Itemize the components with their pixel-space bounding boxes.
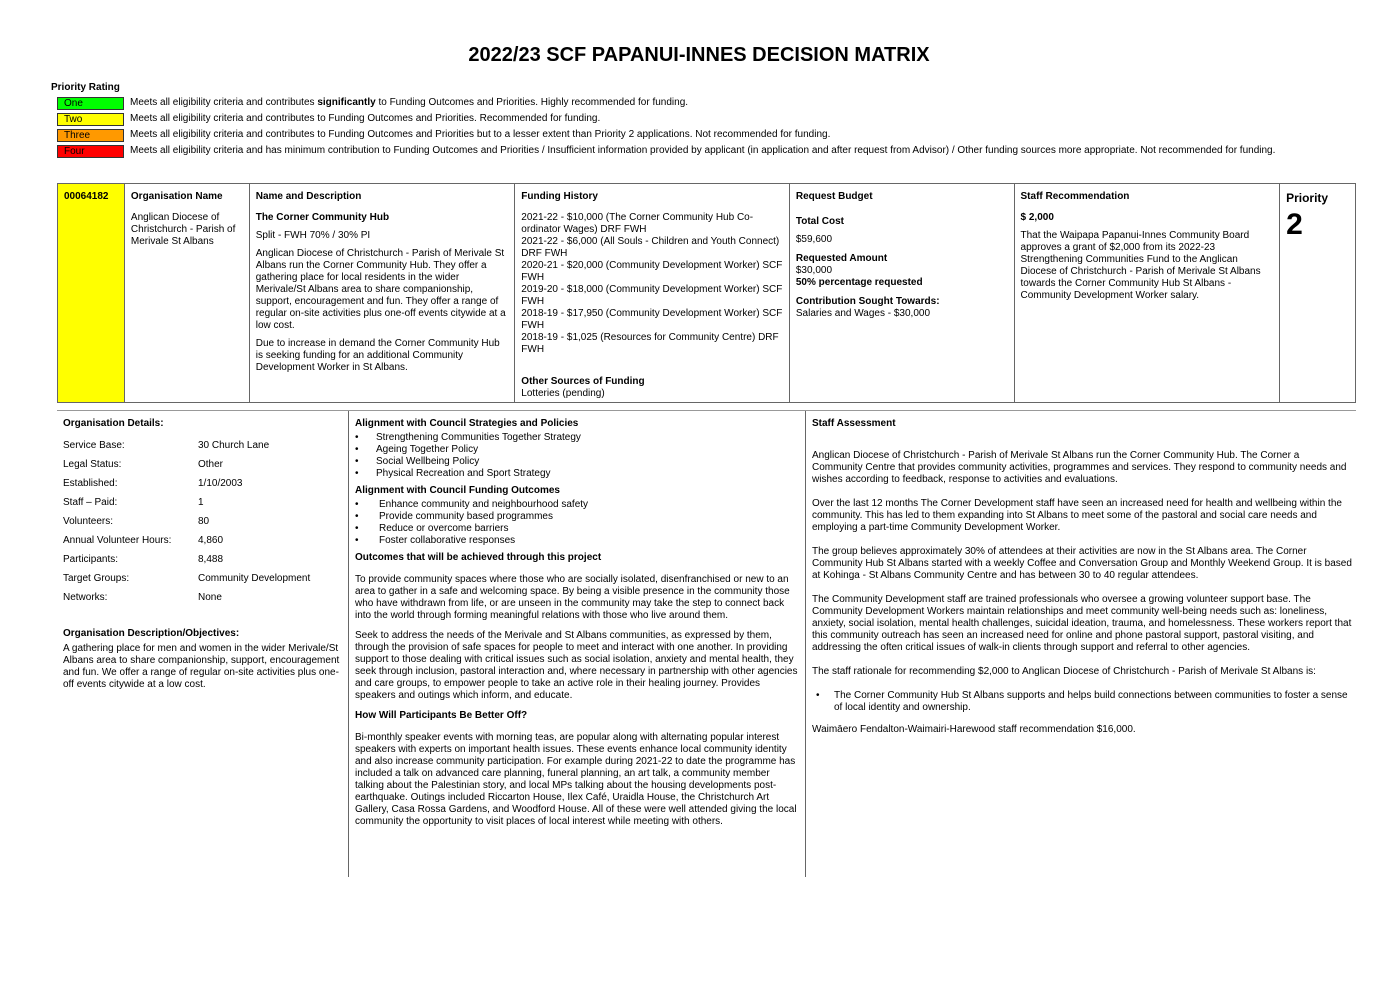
organisation-name-heading: Organisation Name <box>130 191 223 202</box>
organisation-name: Anglican Diocese of Christchurch - Parish of Merivale St Albans <box>130 212 236 247</box>
staff-recommendation-cell <box>1015 184 1281 402</box>
recommended-amount: $ 2,000 <box>1020 212 1054 223</box>
outcomes-heading: Alignment with Council Funding Outcomes <box>355 485 560 496</box>
priority-desc-three: Meets all eligibility criteria and contributes to Funding Outcomes and Priorities but to a lesser extent than Priority 2 applications. Not recommended for funding. <box>130 129 831 140</box>
contribution-sought: Salaries and Wages - $30,000 <box>795 308 931 319</box>
detail-row: Participants: 8,488 <box>63 554 224 565</box>
application-id: 00064182 <box>64 191 109 202</box>
priority-row-three <box>57 129 1347 142</box>
priority-row-four <box>57 145 1347 158</box>
assessment-paragraph: The staff rationale for recommending $2,000 to Anglican Diocese of Christchurch - Parish of Merivale St Albans is: <box>812 666 1316 677</box>
other-sources-heading: Other Sources of Funding <box>521 376 645 387</box>
name-description-cell <box>250 184 516 402</box>
funding-history-item: 2021-22 - $6,000 (All Souls - Children and Youth Connect) DRF FWH <box>521 236 780 259</box>
funding-history-item: 2018-19 - $17,950 (Community Development Worker) SCF FWH <box>521 308 783 331</box>
organisation-name-cell <box>125 184 250 402</box>
requested-amount: $30,000 <box>795 265 833 276</box>
staff-assessment-heading: Staff Assessment <box>812 418 896 429</box>
column-divider <box>805 411 806 877</box>
application-id-cell <box>58 184 125 402</box>
project-description: Anglican Diocese of Christchurch - Parish of Merivale St Albans run the Corner Community Hub. They offer a gathering place for local residents in the wider Merivale/St Albans area to share companionship, support, encouragement and fun. They offer a range of regular on-site activities plus one-off events citywide at a low cost. <box>255 248 506 331</box>
detail-row: Volunteers: 80 <box>63 516 210 527</box>
detail-row: Target Groups: Community Development <box>63 573 311 584</box>
requested-percentage: 50% percentage requested <box>795 277 923 288</box>
strategies-heading: Alignment with Council Strategies and Policies <box>355 418 579 429</box>
staff-recommendation-heading: Staff Recommendation <box>1020 191 1130 202</box>
project-funding-reason: Due to increase in demand the Corner Community Hub is seeking funding for an additional Community Development Worker in St Albans. <box>255 338 500 373</box>
priority-row-one <box>57 97 1347 110</box>
better-off-heading: How Will Participants Be Better Off? <box>355 710 528 721</box>
section-divider <box>57 410 1356 411</box>
other-sources: Lotteries (pending) <box>521 388 605 399</box>
funding-history-cell <box>515 184 790 402</box>
request-budget-heading: Request Budget <box>795 191 873 202</box>
better-off-text: Bi-monthly speaker events with morning teas, are popular along with alternating popular interest speakers with experts on important health issues. These events enhance local community identity and also increase community participation. For example during 2021-22 to date the programme has included a talk on advanced care planning, funeral planning, an art talk, a community member talking about the Palestinian story, and local MPs talking about the housing developments post-earthquake. Outings included Riccarton House, Ilex Café, Uraidla House, the Christchurch Art Gallery, Casa Rossa Gardens, and Woodford House. All of these were well attended giving the local community the opportunity to visit places of local interest while meeting with others. <box>355 732 797 827</box>
priority-value: 2 <box>1286 208 1303 241</box>
funding-split: Split - FWH 70% / 30% PI <box>255 230 371 241</box>
objectives-heading: Organisation Description/Objectives: <box>63 628 240 639</box>
list-item: • Strengthening Communities Together Strategy <box>355 432 800 444</box>
request-budget-cell <box>790 184 1015 402</box>
priority-row-two <box>57 113 1347 126</box>
organisation-details-heading: Organisation Details: <box>63 418 164 429</box>
list-item: • Reduce or overcome barriers <box>355 523 800 535</box>
assessment-paragraph: Over the last 12 months The Corner Development staff have seen an increased need for health and wellbeing within the community. This has led to them expanding into St Albans to meet some of the pastoral and social care needs and employing a part-time Community Development Worker. <box>812 498 1342 533</box>
priority-rating-legend <box>57 97 1347 161</box>
assessment-bullet: • The Corner Community Hub St Albans supports and helps build connections between communities to foster a sense of local identity and ownership. <box>812 690 1352 714</box>
requested-amount-label: Requested Amount <box>795 253 888 264</box>
list-item: • Provide community based programmes <box>355 511 800 523</box>
detail-row: Staff – Paid: 1 <box>63 497 204 508</box>
detail-row: Service Base: 30 Church Lane <box>63 440 270 451</box>
list-item: • Social Wellbeing Policy <box>355 456 800 468</box>
priority-desc-four: Meets all eligibility criteria and has minimum contribution to Funding Outcomes and Priorities / Insufficient information provided by applicant (in application and after request from Advisor) / Other funding sources more appropriate. Not recommended for funding. <box>130 145 1276 156</box>
priority-cell <box>1280 184 1355 402</box>
total-cost: $59,600 <box>795 234 833 245</box>
detail-row: Networks: None <box>63 592 222 603</box>
priority-swatch-four: Four <box>57 145 124 158</box>
detail-row: Annual Volunteer Hours: 4,860 <box>63 535 224 546</box>
funding-history-item: 2021-22 - $10,000 (The Corner Community Hub Co-ordinator Wages) DRF FWH <box>521 212 754 235</box>
list-item: • Foster collaborative responses <box>355 535 800 547</box>
column-divider <box>348 411 349 877</box>
staff-assessment <box>812 418 1352 748</box>
achieve-heading: Outcomes that will be achieved through this project <box>355 552 602 563</box>
objectives-text: A gathering place for men and women in the wider Merivale/St Albans area to share companionship, support, encouragement and fun. We offer a range of regular on-site activities plus one-off events citywide at a low cost. <box>63 643 340 690</box>
funding-history-item: 2019-20 - $18,000 (Community Development Worker) SCF FWH <box>521 284 783 307</box>
contribution-sought-label: Contribution Sought Towards: <box>795 296 940 307</box>
achieve-text: To provide community spaces where those who are socially isolated, disenfranchised or new to an area to gather in a safe and welcoming space. By being a visible presence in the community those who have withdrawn from life, or are unseen in the community may take the step to connect back into the world through forming meaningful relations with those who live around them. <box>355 574 790 621</box>
priority-desc-two: Meets all eligibility criteria and contributes to Funding Outcomes and Priorities. Recommended for funding. <box>130 113 601 124</box>
application-summary-table <box>57 183 1356 403</box>
detail-row: Established: 1/10/2003 <box>63 478 243 489</box>
list-item: • Physical Recreation and Sport Strategy <box>355 468 800 480</box>
outcomes-list <box>355 499 800 547</box>
total-cost-label: Total Cost <box>795 216 845 227</box>
list-item: • Enhance community and neighbourhood safety <box>355 499 800 511</box>
assessment-paragraph: Anglican Diocese of Christchurch - Parish of Merivale St Albans run the Corner Community Hub. The Corner a Community Centre that provides community activities, programmes and services. They respond to community needs and wishes according to feedback, response to activities and evaluations. <box>812 450 1347 485</box>
assessment-paragraph: The Community Development staff are trained professionals who oversee a growing volunteer support base. The Community Development Workers maintain relationships and meet community well-being needs such as: loneliness, anxiety, social isolation, mental health challenges, suicidal ideation, trauma, and homelessness. These workers report that this community outreach has seen an increased need for online and phone pastoral support, pastoral visiting, and addressing the often critical issues of walk-in clients through support and referral to other agencies. <box>812 594 1352 653</box>
assessment-paragraph: The group believes approximately 30% of attendees at their activities are now in the St Albans area. The Corner Community Hub St Albans started with a weekly Coffee and Conversation Group and Monthly Weekend Group. It is based at Kohinga - St Albans Community Centre and has between 30 to 40 regular attendees. <box>812 546 1352 581</box>
assessment-paragraph: Waimāero Fendalton-Waimairi-Harewood staff recommendation $16,000. <box>812 724 1136 735</box>
recommendation-text: That the Waipapa Papanui-Innes Community Board approves a grant of $2,000 from its 2022-23 Strengthening Communities Fund to the Anglican Diocese of Christchurch - Parish of Merivale St Albans towards the Corner Community Hub St Albans - Community Development Worker salary. <box>1020 230 1261 301</box>
priority-swatch-two: Two <box>57 113 124 126</box>
priority-swatch-three: Three <box>57 129 124 142</box>
project-name: The Corner Community Hub <box>255 212 390 223</box>
strategies-list <box>355 432 800 480</box>
funding-history-heading: Funding History <box>521 191 598 202</box>
detail-row: Legal Status: Other <box>63 459 224 470</box>
priority-heading: Priority <box>1286 191 1329 205</box>
priority-desc-one: Meets all eligibility criteria and contributes significantly to Funding Outcomes and Priorities. Highly recommended for funding. <box>130 97 689 108</box>
priority-swatch-one: One <box>57 97 124 110</box>
priority-rating-label: Priority Rating <box>51 82 120 93</box>
page-title: 2022/23 SCF PAPANUI-INNES DECISION MATRIX <box>468 44 930 66</box>
organisation-details <box>63 418 343 691</box>
funding-history-item: 2020-21 - $20,000 (Community Development Worker) SCF FWH <box>521 260 783 283</box>
name-description-heading: Name and Description <box>255 191 362 202</box>
funding-history-item: 2018-19 - $1,025 (Resources for Community Centre) DRF FWH <box>521 332 779 355</box>
alignment-section <box>355 418 800 836</box>
achieve-text: Seek to address the needs of the Merivale and St Albans communities, as expressed by them, through the provision of safe spaces for people to meet and interact with one another. In providing support to those dealing with critical issues such as social isolation, anxiety and mental health, they seek through inclusion, pastoral interaction and, where necessary in partnership with other agencies and care groups, to empower people to take an active role in their healing journey. Provides speakers and outings which inform, and educate. <box>355 630 798 701</box>
list-item: • Ageing Together Policy <box>355 444 800 456</box>
